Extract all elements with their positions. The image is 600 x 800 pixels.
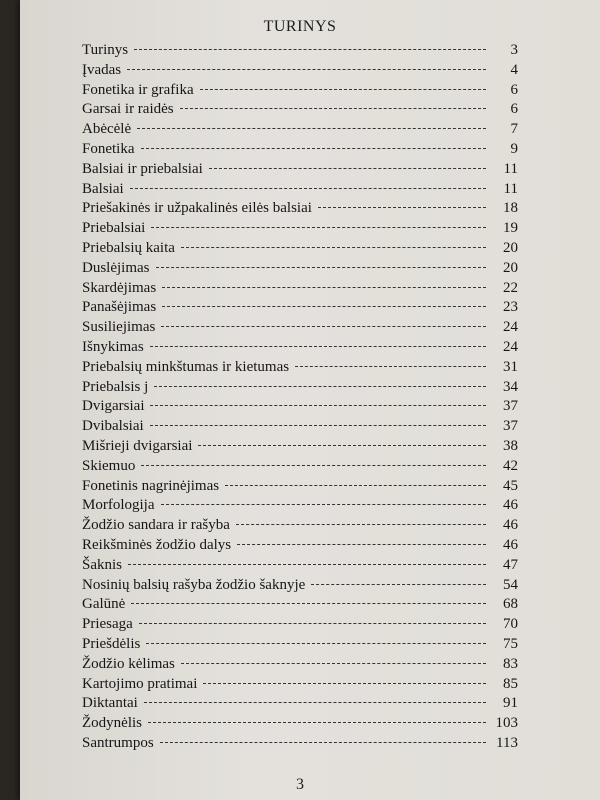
dot-leader: [137, 128, 486, 129]
toc-entry-page: 31: [503, 358, 518, 375]
dot-leader: [181, 247, 486, 248]
dot-leader: [198, 445, 486, 446]
toc-entry-page: 68: [503, 596, 518, 613]
dot-leader: [225, 485, 486, 486]
toc-entry: [82, 557, 518, 577]
toc-entry-page: 70: [503, 616, 518, 633]
page-number: 3: [296, 776, 304, 793]
toc-entry-page: 42: [503, 457, 518, 474]
toc-entry-label: Žodynėlis: [82, 715, 142, 732]
toc-entry-label: Skiemuo: [82, 457, 136, 474]
toc-entry-label: Reikšminės žodžio dalys: [82, 536, 232, 553]
toc-entry-label: Nosinių balsių rašyba žodžio šaknyje: [82, 576, 306, 593]
toc-entry: [82, 260, 518, 280]
dot-leader: [148, 722, 486, 723]
dot-leader: [209, 168, 486, 169]
dot-leader: [128, 564, 486, 565]
toc-entry-page: 20: [503, 239, 518, 256]
toc-entry: [82, 418, 518, 438]
toc-entry-label: Duslėjimas: [82, 259, 150, 276]
toc-entry-label: Šaknis: [82, 556, 123, 573]
toc-entry-label: Fonetika ir grafika: [82, 81, 194, 98]
toc-entry-label: Mišrieji dvigarsiai: [82, 437, 193, 454]
dot-leader: [162, 306, 486, 307]
toc-entry-label: Žodžio kėlimas: [82, 655, 175, 672]
toc-entry-label: Abėcėlė: [82, 121, 132, 138]
toc-entry-page: 91: [503, 695, 518, 712]
toc-entry: [82, 438, 518, 458]
toc-entry-page: 46: [503, 497, 518, 514]
toc-entry-page: 103: [495, 715, 518, 732]
toc-entry-label: Priebalsių minkštumas ir kietumas: [82, 358, 290, 375]
dot-leader: [151, 227, 486, 228]
toc-entry: [82, 299, 518, 319]
dot-leader: [139, 623, 486, 624]
toc-entry-page: 11: [503, 180, 518, 197]
toc-entry: [82, 220, 518, 240]
toc-entry-page: 18: [503, 200, 518, 217]
toc-entry: [82, 181, 518, 201]
toc-entry-page: 37: [503, 398, 518, 415]
toc-entry: [82, 240, 518, 260]
toc-entry-page: 37: [503, 418, 518, 435]
toc-entry: [82, 656, 518, 676]
toc-entry: [82, 62, 518, 82]
toc-entry-page: 75: [503, 635, 518, 652]
toc-entry-label: Balsiai ir priebalsiai: [82, 160, 203, 177]
toc-entry-page: 20: [503, 259, 518, 276]
toc-entry-page: 38: [503, 437, 518, 454]
dot-leader: [200, 89, 486, 90]
toc-entry-page: 6: [510, 81, 518, 98]
toc-entry-label: Dvigarsiai: [82, 398, 145, 415]
dot-leader: [237, 544, 486, 545]
dot-leader: [141, 148, 487, 149]
toc-entry: [82, 577, 518, 597]
dot-leader: [318, 207, 486, 208]
dot-leader: [180, 108, 486, 109]
dot-leader: [160, 742, 486, 743]
toc-entry-label: Fonetika: [82, 140, 135, 157]
toc-entry-label: Kartojimo pratimai: [82, 675, 198, 692]
toc-entry: [82, 200, 518, 220]
toc-entry-label: Panašėjimas: [82, 299, 157, 316]
dot-leader: [154, 386, 486, 387]
toc-entry: [82, 280, 518, 300]
toc-entry: [82, 458, 518, 478]
toc-entry: [82, 695, 518, 715]
toc-entry: [82, 82, 518, 102]
dot-leader: [236, 524, 486, 525]
toc-entry-page: 19: [503, 220, 518, 237]
dot-leader: [181, 663, 486, 664]
toc-entry-page: 3: [510, 42, 518, 58]
toc-entry-label: Dvibalsiai: [82, 418, 144, 435]
toc-entry: [82, 379, 518, 399]
toc-entry: [82, 596, 518, 616]
toc-entry: [82, 735, 518, 755]
toc-entry-label: Skardėjimas: [82, 279, 157, 296]
toc-entry-page: 113: [496, 734, 518, 751]
toc-entry-label: Priesaga: [82, 616, 133, 633]
toc-entry-page: 9: [510, 140, 518, 157]
toc-entry: [82, 478, 518, 498]
toc-entry: [82, 121, 518, 141]
toc-entry-label: Morfologija: [82, 497, 155, 514]
toc-entry-page: 83: [503, 655, 518, 672]
toc-entry-page: 46: [503, 517, 518, 534]
dot-leader: [150, 405, 486, 406]
toc-entry: [82, 161, 518, 181]
dot-leader: [146, 643, 486, 644]
dot-leader: [150, 346, 486, 347]
toc-entry-label: Priebalsių kaita: [82, 239, 175, 256]
toc-entry: [82, 636, 518, 656]
toc-entry-label: Susiliejimas: [82, 319, 156, 336]
toc-entry-page: 34: [503, 378, 518, 395]
dot-leader: [156, 267, 487, 268]
toc-entry-label: Diktantai: [82, 695, 138, 712]
dot-leader: [131, 603, 486, 604]
toc-entry-label: Priebalsiai: [82, 220, 146, 237]
toc-entry-page: 45: [503, 477, 518, 494]
toc-entry-page: 24: [503, 338, 518, 355]
toc-entry: [82, 676, 518, 696]
toc-entry-page: 54: [503, 576, 518, 593]
toc-entry-page: 23: [503, 299, 518, 316]
toc-entry-label: Priešakinės ir užpakalinės eilės balsiai: [82, 200, 312, 217]
dot-leader: [161, 504, 487, 505]
toc-entry: [82, 101, 518, 121]
toc-entry-label: Išnykimas: [82, 338, 144, 355]
toc-entry-label: Santrumpos: [82, 734, 154, 751]
toc-entry: [82, 517, 518, 537]
toc-entry-label: Priešdėlis: [82, 635, 141, 652]
toc-entry: [82, 319, 518, 339]
toc-entry-page: 6: [510, 101, 518, 118]
toc-entry: [82, 359, 518, 379]
toc-entry-page: 4: [510, 61, 518, 78]
toc-entry-page: 47: [503, 556, 518, 573]
dot-leader: [150, 425, 486, 426]
toc-entry: [82, 42, 518, 62]
toc-entry-label: Įvadas: [82, 61, 122, 78]
dot-leader: [130, 188, 486, 189]
toc-entry: [82, 537, 518, 557]
page-title: TURINYS: [263, 18, 337, 35]
toc-entry-label: Galūnė: [82, 596, 126, 613]
toc-entry: [82, 141, 518, 161]
toc-entry-page: 24: [503, 319, 518, 336]
dot-leader: [144, 702, 486, 703]
toc-entry-label: Turinys: [82, 42, 129, 58]
toc-entry: [82, 339, 518, 359]
toc-entry-label: Balsiai: [82, 180, 124, 197]
dot-leader: [203, 683, 486, 684]
dot-leader: [295, 366, 486, 367]
toc-entry-page: 46: [503, 536, 518, 553]
dot-leader: [162, 287, 486, 288]
toc-entry-label: Žodžio sandara ir rašyba: [82, 517, 230, 534]
toc-entry: [82, 398, 518, 418]
toc-entry-label: Garsai ir raidės: [82, 101, 174, 118]
dot-leader: [134, 49, 486, 50]
toc-entry: [82, 715, 518, 735]
dot-leader: [161, 326, 486, 327]
table-of-contents: [82, 42, 518, 755]
toc-entry-label: Fonetinis nagrinėjimas: [82, 477, 220, 494]
toc-entry: [82, 497, 518, 517]
toc-entry-page: 11: [503, 160, 518, 177]
dot-leader: [141, 465, 486, 466]
toc-entry-page: 7: [510, 121, 518, 138]
toc-entry: [82, 616, 518, 636]
toc-entry-page: 85: [503, 675, 518, 692]
toc-entry-page: 22: [503, 279, 518, 296]
dot-leader: [311, 584, 486, 585]
dot-leader: [127, 69, 486, 70]
toc-entry-label: Priebalsis j: [82, 378, 149, 395]
